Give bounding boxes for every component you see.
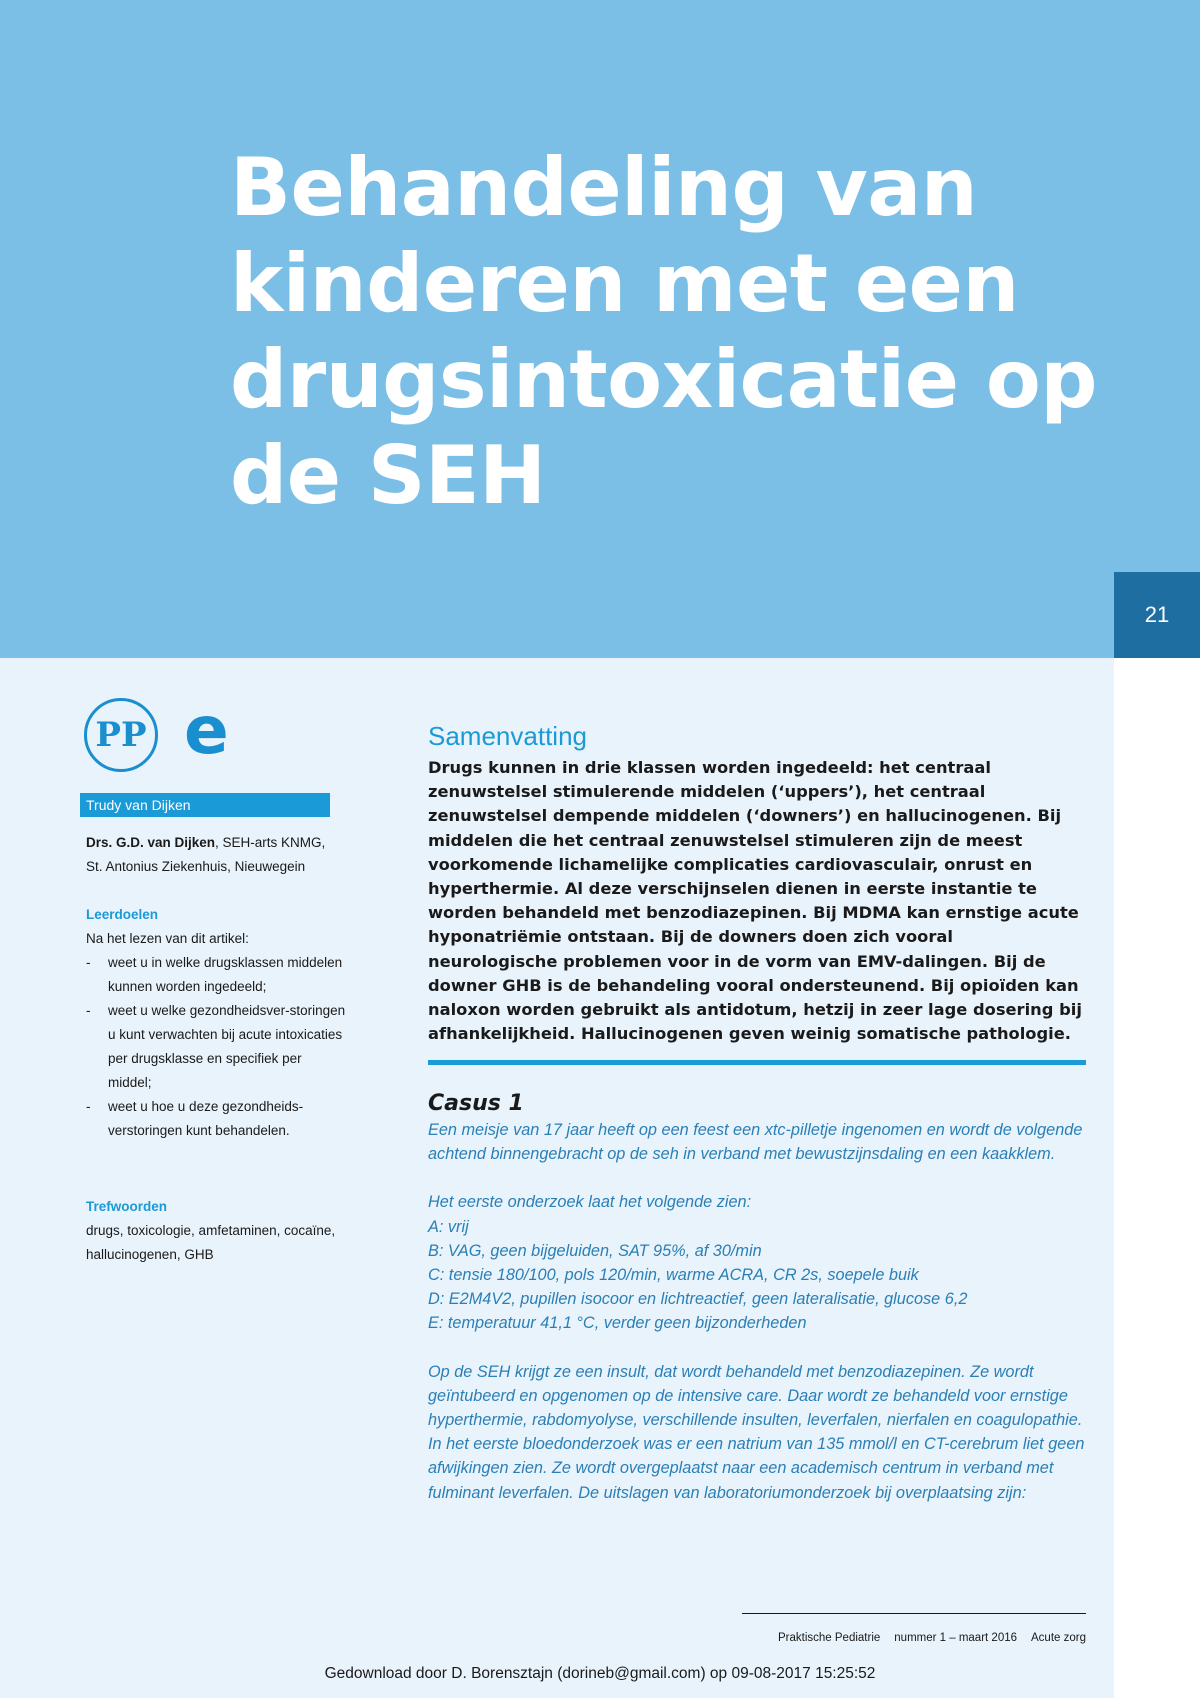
case-exam-line: E: temperatuur 41,1 °C, verder geen bijzonderheden [428, 1314, 807, 1333]
title-line: Behandeling van [230, 141, 978, 234]
page-number: 21 [1114, 572, 1200, 658]
learning-objectives-intro: Na het lezen van dit artikel: [86, 931, 249, 946]
e-learning-logo [184, 692, 229, 769]
affiliation-institution: St. Antonius Ziekenhuis, Nieuwegein [86, 859, 306, 874]
issue-info: nummer 1 – maart 2016 [894, 1632, 1018, 1644]
author-bar: Trudy van Dijken [80, 793, 330, 817]
keywords-heading: Trefwoorden [86, 1199, 168, 1214]
learning-objectives-heading: Leerdoelen [86, 907, 159, 922]
case-course: Op de SEH krijgt ze een insult, dat wordt behandeld met benzodiazepinen. Ze wordt geïntubeerd en opgenomen op de intensive care. Daar wordt ze behandeld voor ernstige hyperthermie, rabdomyolyse, verschillende insulten, leverfalen, nierfalen en coagulopathie. In het eerste bloedonderzoek was er een natrium van 135 mmol/l en CT-cerebrum liet geen afwijkingen zien. Ze wordt overgeplaatst naar een academisch centrum in verband met fulminant leverfalen. De uitslagen van laboratoriumonderzoek bij overplaatsing zijn: [428, 1362, 1085, 1502]
list-item: - weet u welke gezondheidsver-storingen u kunt verwachten bij acute intoxicaties per drugsklasse en specifiek per middel; [86, 999, 346, 1095]
case-exam-intro: Het eerste onderzoek laat het volgende zien: [428, 1193, 752, 1212]
title-line: drugsintoxicatie op [230, 333, 1098, 426]
case-exam-line: B: VAG, geen bijgeluiden, SAT 95%, af 30/min [428, 1241, 762, 1260]
e-logo-text: e [184, 692, 229, 769]
download-stamp: Gedownload door D. Borensztajn (dorineb@gmail.com) op 09-08-2017 15:25:52 [324, 1665, 876, 1682]
keywords [86, 1195, 346, 1267]
title-line: de SEH [230, 429, 546, 522]
case-heading: Casus 1 [428, 1091, 524, 1116]
journal-name: Praktische Pediatrie [778, 1632, 881, 1644]
footer-divider [742, 1613, 1086, 1614]
learning-objectives [86, 903, 346, 1143]
summary-section [428, 720, 1088, 1046]
logos [84, 692, 284, 780]
case-exam-line: C: tensie 180/100, pols 120/min, warme ACRA, CR 2s, soepele buik [428, 1266, 919, 1285]
section-name: Acute zorg [1031, 1632, 1086, 1644]
article-title [230, 140, 1098, 524]
case-exam-line: A: vrij [428, 1217, 469, 1236]
case-intro: Een meisje van 17 jaar heeft op een feest een xtc-pilletje ingenomen en wordt de volgende achtend binnengebracht op de seh in verband met bewustzijnsdaling en een kaakklem. [428, 1121, 1083, 1164]
author-name: Drs. G.D. van Dijken [86, 835, 216, 850]
author-credentials: , SEH-arts KNMG, [215, 835, 326, 850]
affiliation [86, 831, 346, 879]
affiliation-line [86, 831, 346, 855]
keywords-text: drugs, toxicologie, amfetaminen, cocaïne, hallucinogenen, GHB [86, 1223, 336, 1262]
title-line: kinderen met een [230, 237, 1019, 330]
summary-text: Drugs kunnen in drie klassen worden ingedeeld: het centraal zenuwstelsel stimulerende middelen (‘uppers’), het centraal zenuwstelsel dempende middelen (‘downers’) en hallucinogenen. Bij middelen die het centraal zenuwstelsel stimuleren zijn de meest voorkomende lichamelijke complicaties cardiovasculair, onrust en hyperthermie. Al deze verschijnselen dienen in eerste instantie te worden behandeld met benzodiazepinen. Bij MDMA kan ernstige acute hyponatriëmie ontstaan. Bij de downers doen zich vooral neurologische problemen voor in de vorm van EMV-dalingen. Bij de downer GHB is de behandeling vooral ondersteunend. Bij opioïden kan naloxon worden gebruikt als antidotum, hetzij in zeer lage dosering bij afhankelijkheid. Hallucinogenen geven weinig somatische pathologie. [428, 758, 1082, 1044]
summary-heading: Samenvatting [428, 721, 587, 751]
pp-logo-text: PP [95, 715, 147, 755]
running-footer [742, 1632, 1086, 1644]
list-item: - weet u hoe u deze gezondheids-verstoringen kunt behandelen. [86, 1095, 346, 1143]
section-divider [428, 1060, 1086, 1065]
case-exam-line: D: E2M4V2, pupillen isocoor en lichtreactief, geen lateralisatie, glucose 6,2 [428, 1290, 968, 1309]
case-section [428, 1090, 1088, 1505]
pp-punt-logo [84, 698, 158, 772]
learning-objectives-list [86, 951, 346, 1143]
list-item: - weet u in welke drugsklassen middelen kunnen worden ingedeeld; [86, 951, 346, 999]
